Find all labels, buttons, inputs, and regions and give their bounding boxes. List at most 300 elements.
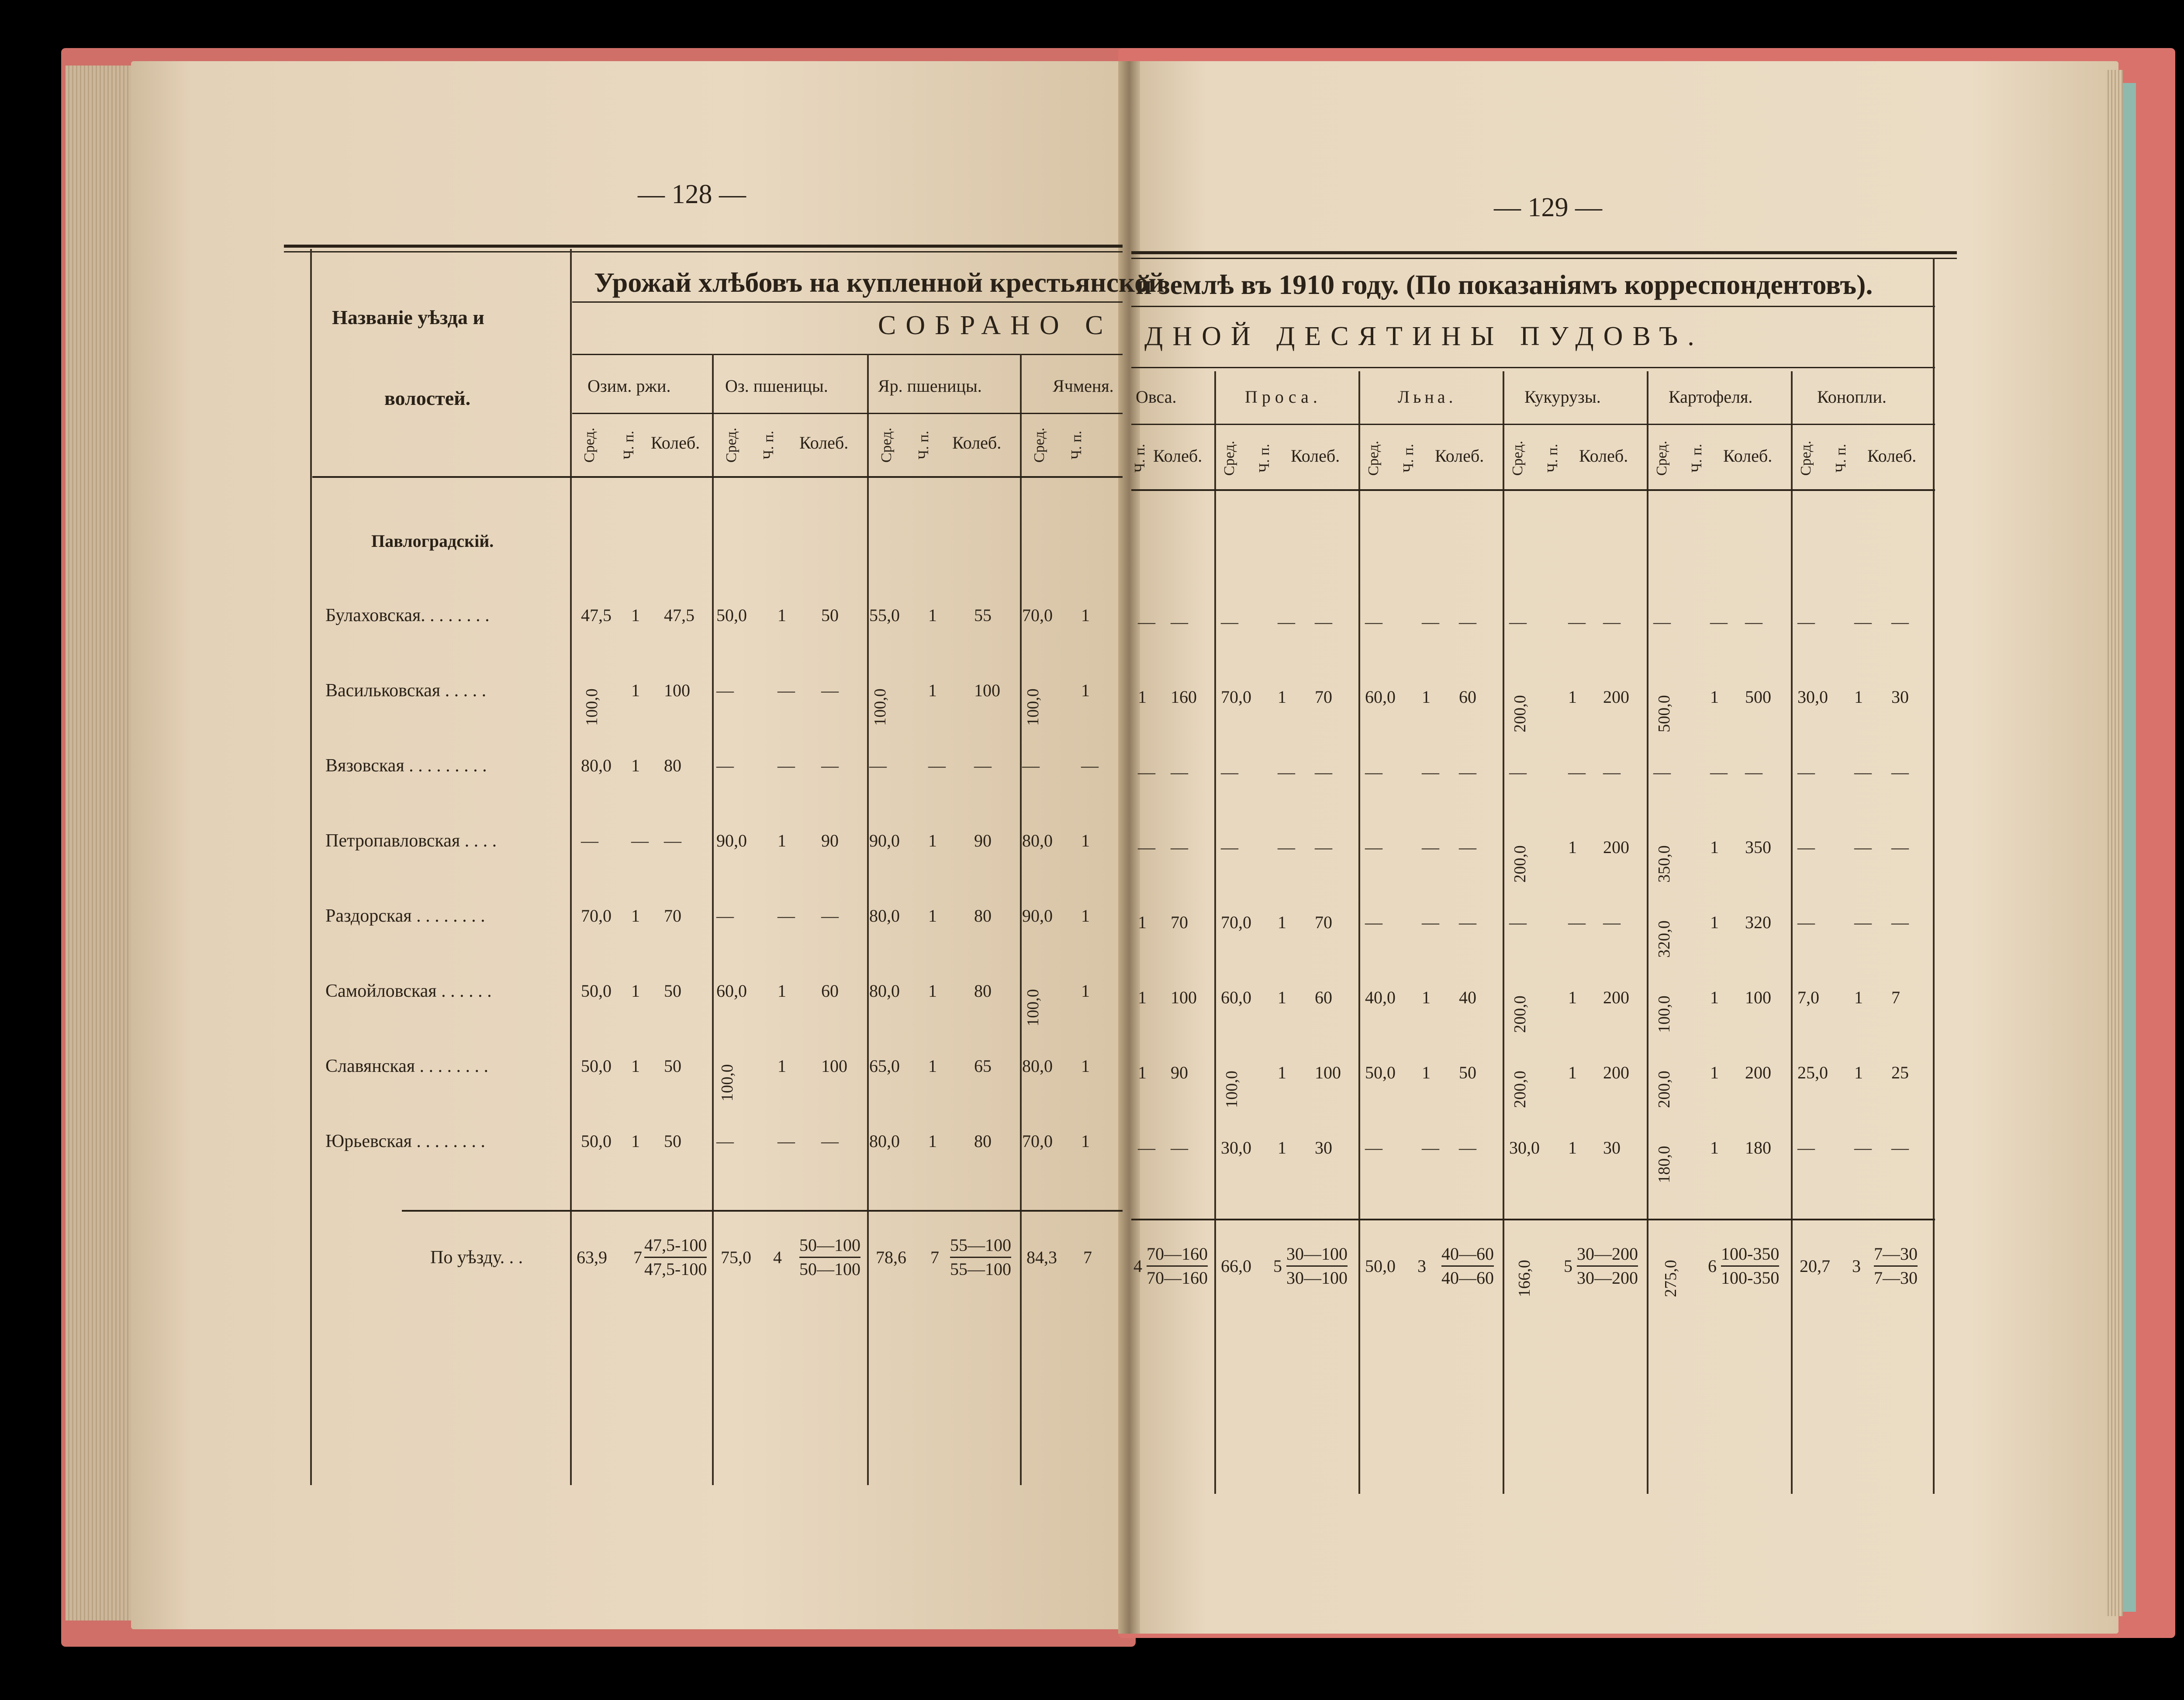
total-avg: 66,0 xyxy=(1221,1256,1251,1276)
total-row-name: По уѣзду. . . xyxy=(430,1247,523,1268)
cell-value: 80,0 xyxy=(869,1131,900,1151)
cell-value: 500,0 xyxy=(1655,695,1673,733)
rule-crops-left xyxy=(572,354,1123,355)
row-name: Васильковская . . . . . xyxy=(325,681,487,701)
crop-header-winter-wheat: Оз. пшеницы. xyxy=(725,376,828,396)
total-avg: 84,3 xyxy=(1026,1247,1057,1267)
cell-value: — xyxy=(1422,837,1439,857)
cell-value: 1 xyxy=(1278,687,1286,707)
cell-value: 100,0 xyxy=(718,1064,736,1102)
cell-value: 1 xyxy=(928,1056,937,1076)
crop-header-flax: Льна. xyxy=(1398,387,1457,407)
total-range xyxy=(799,1234,860,1281)
cell-value: — xyxy=(1854,762,1872,782)
cell-value: 1 xyxy=(778,605,786,625)
cell-value: 47,5 xyxy=(664,605,695,625)
cell-value: 50 xyxy=(821,605,839,625)
fraction-bottom: 47,5-100 xyxy=(644,1259,707,1279)
cell-value: — xyxy=(1891,612,1909,632)
cell-value: 55 xyxy=(974,605,992,625)
rule-subheader-left xyxy=(572,413,1123,414)
cell-value: — xyxy=(1568,612,1586,632)
total-count: 7 xyxy=(1083,1247,1092,1267)
fraction-top: 50—100 xyxy=(799,1234,860,1258)
sub-koleb: Колеб. xyxy=(1291,446,1340,466)
cell-value: 1 xyxy=(1278,912,1286,932)
fraction-top: 100-350 xyxy=(1721,1243,1779,1267)
fraction-top: 47,5-100 xyxy=(644,1234,707,1258)
cell-value: 1 xyxy=(928,831,937,850)
cell-value: 1 xyxy=(1422,1063,1431,1082)
cell-value: 90,0 xyxy=(869,831,900,850)
crop-header-millet: Проса. xyxy=(1245,387,1322,407)
row-name: Самойловская . . . . . . xyxy=(325,981,492,1001)
cell-value: 1 xyxy=(1568,1063,1577,1082)
cell-value: — xyxy=(778,906,795,926)
cell-value: 200 xyxy=(1603,837,1629,857)
cell-value: 200,0 xyxy=(1511,995,1529,1033)
sub-chp: Ч. п. xyxy=(1400,444,1417,473)
cell-value: 70,0 xyxy=(1022,605,1053,625)
cell-value: 65,0 xyxy=(869,1056,900,1076)
cell-value: 60,0 xyxy=(1365,687,1396,707)
cell-value: 1 xyxy=(1568,837,1577,857)
sub-sred: Сред. xyxy=(1798,440,1814,476)
rule-header-bottom-right xyxy=(1131,489,1935,491)
cell-value: — xyxy=(1745,762,1762,782)
cell-value: — xyxy=(1653,762,1671,782)
cell-value: — xyxy=(716,681,734,700)
cell-value: — xyxy=(1278,837,1295,857)
cell-value: 60,0 xyxy=(1221,988,1251,1007)
rule-top-left xyxy=(284,245,1123,248)
cell-value: 180,0 xyxy=(1655,1146,1673,1183)
crop-header-corn: Кукурузы. xyxy=(1524,387,1601,407)
sub-sred: Сред. xyxy=(1365,440,1382,476)
sub-chp: Ч. п. xyxy=(1132,444,1148,473)
cell-value: — xyxy=(1797,837,1815,857)
collected-header-left: СОБРАНО С xyxy=(878,311,1113,340)
cell-value: 30,0 xyxy=(1509,1138,1540,1158)
cell-value: — xyxy=(1797,612,1815,632)
cell-value: — xyxy=(1171,837,1188,857)
sub-chp: Ч. п. xyxy=(1689,444,1705,473)
col-divider-2 xyxy=(867,354,869,1485)
cell-value: 50 xyxy=(664,1056,681,1076)
sub-sred-swheat: Сред. xyxy=(878,427,895,463)
cell-value: 60,0 xyxy=(716,981,747,1001)
cell-value: 7,0 xyxy=(1797,988,1819,1007)
crop-header-rye: Озим. ржи. xyxy=(587,376,671,396)
cell-value: 350 xyxy=(1745,837,1771,857)
fraction-bottom: 70—160 xyxy=(1147,1268,1208,1288)
cell-value: — xyxy=(1603,762,1621,782)
cell-value: 1 xyxy=(928,605,937,625)
cell-value: — xyxy=(1278,762,1295,782)
cell-value: — xyxy=(1745,612,1762,632)
cell-value: 80,0 xyxy=(581,756,612,775)
total-avg: 166,0 xyxy=(1515,1260,1534,1297)
cell-value: 90 xyxy=(821,831,839,850)
cell-value: 1 xyxy=(1138,687,1147,707)
cell-value: 80,0 xyxy=(869,906,900,926)
cell-value: 1 xyxy=(631,1131,640,1151)
cell-value: — xyxy=(664,831,681,850)
fraction-top: 7—30 xyxy=(1874,1243,1918,1267)
cell-value: — xyxy=(1891,1138,1909,1158)
cell-value: — xyxy=(1422,1138,1439,1158)
total-range xyxy=(1286,1243,1348,1289)
cell-value: — xyxy=(1138,612,1155,632)
fraction-bottom: 55—100 xyxy=(950,1259,1011,1279)
cell-value: 60 xyxy=(1459,687,1476,707)
cell-value: — xyxy=(1365,1138,1382,1158)
cell-value: 30 xyxy=(1315,1138,1332,1158)
cell-value: — xyxy=(974,756,992,775)
cell-value: — xyxy=(1365,612,1382,632)
cell-value: — xyxy=(1797,762,1815,782)
total-avg: 78,6 xyxy=(876,1247,906,1267)
sub-sred: Сред. xyxy=(1221,440,1237,476)
total-avg: 63,9 xyxy=(577,1247,607,1267)
cell-value: — xyxy=(1797,912,1815,932)
fraction-bottom: 100-350 xyxy=(1721,1268,1780,1288)
cell-value: — xyxy=(1459,612,1476,632)
page-stack-left xyxy=(66,66,135,1621)
cell-value: 70 xyxy=(1315,912,1332,932)
total-avg: 50,0 xyxy=(1365,1256,1396,1276)
cell-value: 30 xyxy=(1891,687,1909,707)
cell-value: — xyxy=(1022,756,1040,775)
table-left-border xyxy=(310,249,312,1485)
sub-chp-barley: Ч. п. xyxy=(1068,431,1085,460)
cell-value: — xyxy=(1509,762,1527,782)
name-header-2: волостей. xyxy=(384,387,471,409)
total-count: 3 xyxy=(1417,1256,1426,1276)
rule-total-left xyxy=(402,1210,1123,1212)
page-number-right: — 129 — xyxy=(1494,193,1602,222)
cell-value: — xyxy=(1459,762,1476,782)
cell-value: 200,0 xyxy=(1511,845,1529,883)
cell-value: 1 xyxy=(1138,988,1147,1007)
cell-value: 30,0 xyxy=(1797,687,1828,707)
rule-top-right-thin xyxy=(1131,258,1957,259)
sub-chp: Ч. п. xyxy=(1545,444,1561,473)
cell-value: — xyxy=(716,906,734,926)
crop-header-spring-wheat: Яр. пшеницы. xyxy=(878,376,982,396)
district-name: Павлоградскій. xyxy=(371,531,494,551)
cell-value: 100,0 xyxy=(1024,688,1042,726)
sub-sred-rye: Сред. xyxy=(581,427,598,463)
cell-value: — xyxy=(716,756,734,775)
cell-value: 80,0 xyxy=(869,981,900,1001)
col-divider-r3 xyxy=(1503,371,1504,1494)
cell-value: — xyxy=(1603,612,1621,632)
sub-koleb-wwheat: Колеб. xyxy=(799,433,849,453)
cell-value: 200 xyxy=(1603,1063,1629,1082)
cell-value: 1 xyxy=(1568,988,1577,1007)
sub-sred-wwheat: Сред. xyxy=(723,427,740,463)
cell-value: — xyxy=(778,1131,795,1151)
sub-koleb: Колеб. xyxy=(1435,446,1484,466)
rule-crops-right xyxy=(1131,367,1935,368)
cell-value: 1 xyxy=(1081,981,1090,1001)
cell-value: — xyxy=(1891,912,1909,932)
total-count: 7 xyxy=(930,1247,939,1267)
cell-value: 100,0 xyxy=(871,688,889,726)
cell-value: 50,0 xyxy=(581,981,612,1001)
cell-value: 1 xyxy=(631,681,640,700)
cell-value: — xyxy=(1653,612,1671,632)
cell-value: 70,0 xyxy=(1022,1131,1053,1151)
cell-value: 1 xyxy=(1568,687,1577,707)
total-count: 4 xyxy=(1133,1256,1142,1276)
cell-value: 80,0 xyxy=(1022,831,1053,850)
cell-value: 1 xyxy=(1710,1063,1719,1082)
total-count: 5 xyxy=(1273,1256,1282,1276)
cell-value: 1 xyxy=(631,1056,640,1076)
cell-value: — xyxy=(1221,837,1238,857)
cell-value: 200,0 xyxy=(1655,1071,1673,1108)
cell-value: 1 xyxy=(1422,687,1431,707)
cell-value: — xyxy=(1221,612,1238,632)
cell-value: 70 xyxy=(1171,912,1188,932)
cell-value: 47,5 xyxy=(581,605,612,625)
cell-value: 320,0 xyxy=(1655,920,1673,958)
cell-value: 200 xyxy=(1603,988,1629,1007)
fraction-bottom: 7—30 xyxy=(1874,1268,1918,1288)
cell-value: — xyxy=(1459,837,1476,857)
cell-value: 30,0 xyxy=(1221,1138,1251,1158)
cell-value: — xyxy=(1278,612,1295,632)
total-range xyxy=(1874,1243,1918,1289)
cell-value: — xyxy=(821,1131,839,1151)
cell-value: 100,0 xyxy=(1223,1071,1241,1108)
col-divider-r1 xyxy=(1214,371,1216,1494)
cell-value: 100 xyxy=(664,681,690,700)
total-count: 4 xyxy=(773,1247,782,1267)
cell-value: 100 xyxy=(1171,988,1197,1007)
fraction-top: 40—60 xyxy=(1441,1243,1494,1267)
cell-value: 65 xyxy=(974,1056,992,1076)
cell-value: 70,0 xyxy=(1221,687,1251,707)
total-count: 7 xyxy=(633,1247,642,1267)
table-title-right: й землѣ въ 1910 году. (По показаніямъ корреспондентовъ). xyxy=(1136,269,1873,300)
cell-value: — xyxy=(1509,912,1527,932)
cell-value: — xyxy=(1509,612,1527,632)
sub-sred: Сред. xyxy=(1654,440,1670,476)
total-count: 5 xyxy=(1564,1256,1572,1276)
cell-value: 90 xyxy=(1171,1063,1188,1082)
rule-top-left-thin xyxy=(284,251,1123,252)
sub-chp-swheat: Ч. п. xyxy=(916,431,932,460)
cell-value: 50,0 xyxy=(716,605,747,625)
rule-title-left xyxy=(572,301,1123,303)
cell-value: 1 xyxy=(1854,988,1863,1007)
name-header-1: Названіе уѣзда и xyxy=(332,306,484,328)
cell-value: — xyxy=(1365,762,1382,782)
crop-header-hemp: Конопли. xyxy=(1817,387,1887,407)
sub-sred: Сред. xyxy=(1510,440,1526,476)
fraction-top: 30—100 xyxy=(1286,1243,1348,1267)
cell-value: 1 xyxy=(1710,912,1719,932)
rule-top-right xyxy=(1131,251,1957,254)
cell-value: 1 xyxy=(631,906,640,926)
cell-value: — xyxy=(1854,912,1872,932)
cell-value: — xyxy=(1315,837,1332,857)
cell-value: 100,0 xyxy=(1655,995,1673,1033)
cell-value: 320 xyxy=(1745,912,1771,932)
col-divider-3 xyxy=(1020,354,1022,1485)
cell-value: 30 xyxy=(1603,1138,1621,1158)
row-name: Вязовская . . . . . . . . . xyxy=(325,756,487,776)
cell-value: — xyxy=(1603,912,1621,932)
cell-value: 7 xyxy=(1891,988,1900,1007)
sub-koleb-swheat: Колеб. xyxy=(952,433,1002,453)
cell-value: — xyxy=(1422,762,1439,782)
cell-value: 25,0 xyxy=(1797,1063,1828,1082)
crop-header-barley: Ячменя. xyxy=(1053,376,1114,396)
cell-value: 1 xyxy=(928,906,937,926)
sub-chp-wwheat: Ч. п. xyxy=(760,431,777,460)
sub-chp: Ч. п. xyxy=(1833,444,1849,473)
cell-value: 80 xyxy=(974,906,992,926)
cell-value: 100 xyxy=(974,681,1000,700)
col-divider-r4 xyxy=(1647,371,1648,1494)
cell-value: 1 xyxy=(1278,1138,1286,1158)
cell-value: 70,0 xyxy=(1221,912,1251,932)
total-range xyxy=(950,1234,1011,1281)
cell-value: 500 xyxy=(1745,687,1771,707)
cell-value: 80 xyxy=(974,981,992,1001)
cell-value: — xyxy=(1459,912,1476,932)
cell-value: 1 xyxy=(1278,988,1286,1007)
sub-sred-barley: Сред. xyxy=(1031,427,1047,463)
cell-value: — xyxy=(716,1131,734,1151)
cell-value: — xyxy=(1315,612,1332,632)
total-count: 6 xyxy=(1708,1256,1717,1276)
cell-value: — xyxy=(1171,612,1188,632)
sub-chp: Ч. п. xyxy=(1256,444,1272,473)
cell-value: 1 xyxy=(928,981,937,1001)
cell-value: — xyxy=(1422,912,1439,932)
cell-value: — xyxy=(1710,762,1728,782)
cell-value: — xyxy=(1138,762,1155,782)
cell-value: 1 xyxy=(1710,988,1719,1007)
cell-value: 60 xyxy=(821,981,839,1001)
cell-value: 80,0 xyxy=(1022,1056,1053,1076)
total-avg: 75,0 xyxy=(721,1247,751,1267)
cell-value: 80 xyxy=(974,1131,992,1151)
cell-value: — xyxy=(1081,756,1099,775)
cell-value: — xyxy=(1797,1138,1815,1158)
cell-value: 70 xyxy=(1315,687,1332,707)
fraction-bottom: 50—100 xyxy=(799,1259,860,1279)
cell-value: — xyxy=(778,681,795,700)
row-name: Петропавловская . . . . xyxy=(325,831,497,851)
cell-value: 1 xyxy=(1138,1063,1147,1082)
cell-value: 1 xyxy=(1710,1138,1719,1158)
rule-header-bottom-left xyxy=(312,476,1123,478)
cell-value: — xyxy=(1568,762,1586,782)
cell-value: — xyxy=(821,906,839,926)
cell-value: 50 xyxy=(1459,1063,1476,1082)
cell-value: 1 xyxy=(1278,1063,1286,1082)
collected-header-right: ДНОЙ ДЕСЯТИНЫ ПУДОВЪ. xyxy=(1144,321,1704,351)
sub-koleb: Колеб. xyxy=(1579,446,1628,466)
cell-value: 100,0 xyxy=(583,688,601,726)
cell-value: 1 xyxy=(778,981,786,1001)
cell-value: 25 xyxy=(1891,1063,1909,1082)
cell-value: 55,0 xyxy=(869,605,900,625)
cell-value: — xyxy=(1365,837,1382,857)
page-stack-right xyxy=(2105,70,2123,1616)
cell-value: — xyxy=(1891,762,1909,782)
page-number-left: — 128 — xyxy=(638,180,746,209)
fraction-top: 55—100 xyxy=(950,1234,1011,1258)
cell-value: 100 xyxy=(1315,1063,1341,1082)
row-name: Юрьевская . . . . . . . . xyxy=(325,1131,485,1151)
table-title-left: Урожай хлѣбовъ на купленной крестьянской xyxy=(594,267,1165,298)
cell-value: — xyxy=(928,756,946,775)
cell-value: — xyxy=(1891,837,1909,857)
cell-value: 40,0 xyxy=(1365,988,1396,1007)
rule-subheader-right xyxy=(1131,424,1935,425)
sub-chp-rye: Ч. п. xyxy=(621,431,637,460)
crop-header-potato: Картофеля. xyxy=(1669,387,1753,407)
cell-value: 50,0 xyxy=(581,1131,612,1151)
total-range xyxy=(644,1234,707,1281)
cell-value: 100 xyxy=(821,1056,847,1076)
cell-value: 1 xyxy=(1710,687,1719,707)
total-range xyxy=(1721,1243,1779,1289)
fraction-top: 70—160 xyxy=(1147,1243,1208,1267)
cell-value: — xyxy=(1138,837,1155,857)
cell-value: — xyxy=(1854,1138,1872,1158)
cell-value: — xyxy=(821,756,839,775)
cell-value: — xyxy=(869,756,887,775)
cell-value: 200 xyxy=(1603,687,1629,707)
cell-value: 1 xyxy=(1422,988,1431,1007)
sub-koleb-rye: Колеб. xyxy=(651,433,700,453)
cell-value: 1 xyxy=(631,756,640,775)
cell-value: — xyxy=(821,681,839,700)
cell-value: 100,0 xyxy=(1024,989,1042,1026)
col-divider-r5 xyxy=(1791,371,1793,1494)
total-count: 3 xyxy=(1852,1256,1861,1276)
cell-value: 1 xyxy=(1081,831,1090,850)
col-divider-1 xyxy=(712,354,714,1485)
cell-value: — xyxy=(1459,1138,1476,1158)
cell-value: 60 xyxy=(1315,988,1332,1007)
cell-value: 1 xyxy=(1854,1063,1863,1082)
cell-value: 1 xyxy=(1081,605,1090,625)
sub-koleb: Колеб. xyxy=(1153,446,1203,466)
cell-value: 1 xyxy=(631,605,640,625)
cell-value: 1 xyxy=(1081,1131,1090,1151)
total-avg: 275,0 xyxy=(1662,1260,1680,1297)
cell-value: 160 xyxy=(1171,687,1197,707)
cell-value: 350,0 xyxy=(1655,845,1673,883)
cell-value: 1 xyxy=(1568,1138,1577,1158)
cell-value: 80 xyxy=(664,756,681,775)
cell-value: 50,0 xyxy=(1365,1063,1396,1082)
rule-total-right xyxy=(1131,1219,1935,1220)
sub-koleb: Колеб. xyxy=(1723,446,1773,466)
crop-header-oats: Овса. xyxy=(1136,387,1177,407)
cell-value: — xyxy=(778,756,795,775)
cell-value: 1 xyxy=(1710,837,1719,857)
